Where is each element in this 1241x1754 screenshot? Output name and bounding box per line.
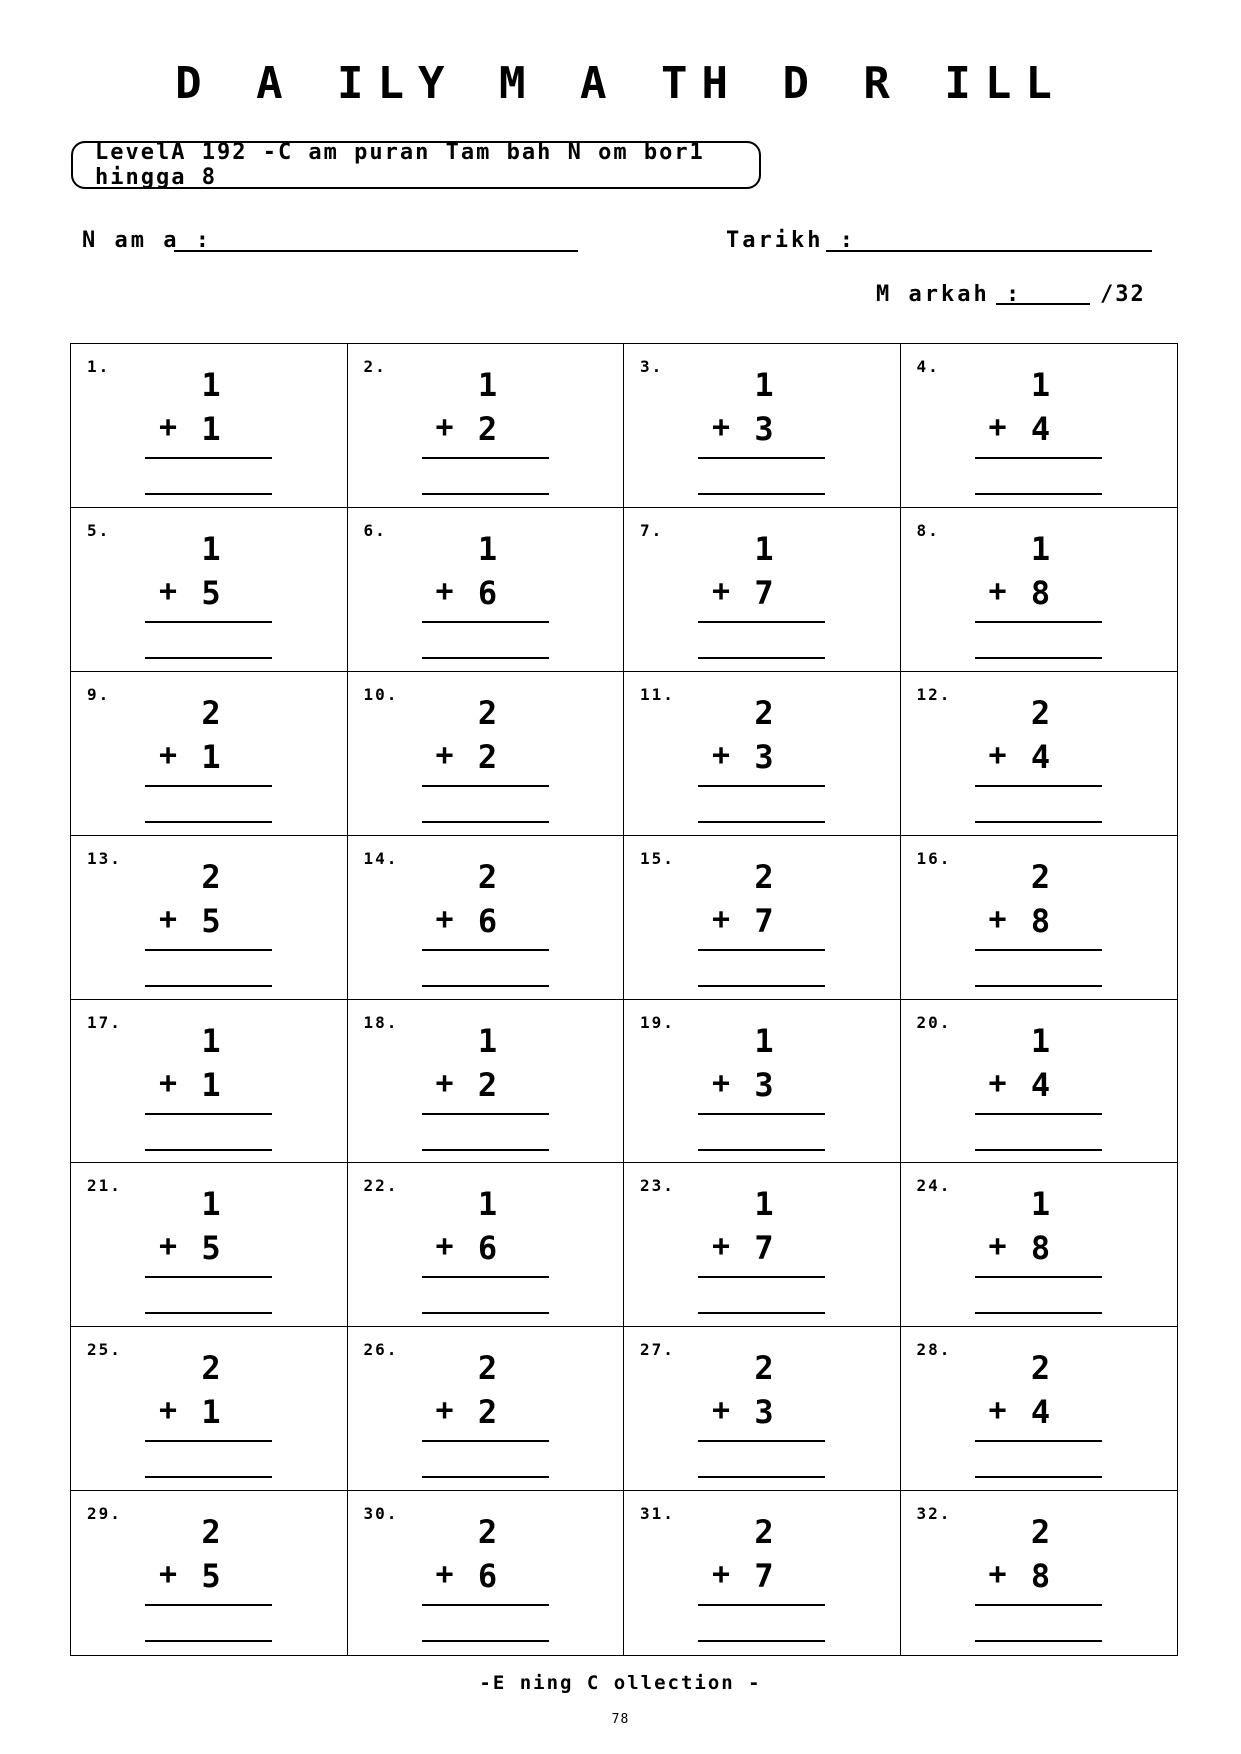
addend-top: 2 <box>1030 1513 1051 1552</box>
addend-bottom: 2 <box>477 410 498 448</box>
plus-sign: + <box>988 737 1007 773</box>
sum-line <box>145 785 272 787</box>
problem-number: 23. <box>640 1176 675 1196</box>
plus-sign: + <box>988 1229 1007 1265</box>
addend-top: 2 <box>477 1349 498 1388</box>
sum-line <box>698 785 825 787</box>
problem-number: 24. <box>916 1176 952 1196</box>
addend-top: 1 <box>754 1185 774 1224</box>
answer-field[interactable] <box>145 657 272 659</box>
problem-number: 22. <box>363 1176 399 1196</box>
answer-field[interactable] <box>698 1149 825 1151</box>
problem-cell <box>901 508 1178 672</box>
answer-field[interactable] <box>422 493 549 495</box>
sum-line <box>975 1276 1102 1278</box>
problem-number: 25. <box>87 1340 122 1360</box>
problem-cell <box>348 344 625 508</box>
plus-sign: + <box>158 737 178 773</box>
addend-top: 2 <box>201 1513 221 1552</box>
addend-top: 1 <box>754 366 774 404</box>
addend-top: 1 <box>201 1185 221 1224</box>
plus-sign: + <box>435 1065 454 1101</box>
plus-sign: + <box>711 737 731 773</box>
problem-number: 26. <box>363 1340 399 1360</box>
sum-line <box>698 457 825 459</box>
addend-bottom: 6 <box>477 1557 498 1596</box>
sum-line <box>145 1440 272 1442</box>
problem-number: 15. <box>640 848 675 868</box>
addend-bottom: 1 <box>201 1393 221 1432</box>
answer-field[interactable] <box>698 657 825 659</box>
answer-field[interactable] <box>975 1476 1102 1478</box>
sum-line <box>698 1113 825 1115</box>
plus-sign: + <box>711 901 731 937</box>
sum-line <box>975 457 1102 459</box>
plus-sign: + <box>158 901 178 937</box>
answer-field[interactable] <box>975 985 1102 987</box>
sum-line <box>422 1113 549 1115</box>
answer-field[interactable] <box>145 1312 272 1314</box>
addend-bottom: 7 <box>754 1229 774 1268</box>
plus-sign: + <box>988 1557 1007 1593</box>
problem-cell <box>71 1491 348 1655</box>
problem-cell <box>348 1491 625 1655</box>
score-field[interactable] <box>996 303 1090 305</box>
addend-bottom: 7 <box>754 573 774 612</box>
problem-cell <box>624 672 901 836</box>
addend-bottom: 8 <box>1030 901 1051 940</box>
problem-number: 31. <box>640 1504 675 1524</box>
addend-bottom: 3 <box>754 737 774 776</box>
score-total: /32 <box>1100 282 1146 307</box>
answer-field[interactable] <box>975 1640 1102 1642</box>
sum-line <box>422 621 549 623</box>
answer-field[interactable] <box>698 1476 825 1478</box>
problem-cell <box>348 836 625 1000</box>
answer-field[interactable] <box>422 657 549 659</box>
addend-top: 2 <box>477 857 498 896</box>
sum-line <box>698 949 825 951</box>
sum-line <box>422 1604 549 1606</box>
addend-bottom: 8 <box>1030 1229 1051 1268</box>
problem-number: 16. <box>916 848 952 868</box>
addend-top: 2 <box>754 693 774 732</box>
problem-number: 11. <box>640 684 675 704</box>
sum-line <box>422 785 549 787</box>
answer-field[interactable] <box>698 821 825 823</box>
addend-bottom: 7 <box>754 901 774 940</box>
addend-top: 2 <box>754 1349 774 1388</box>
plus-sign: + <box>158 1065 178 1101</box>
addend-bottom: 5 <box>201 1557 221 1596</box>
plus-sign: + <box>711 1557 731 1593</box>
problem-number: 6. <box>363 520 387 540</box>
addend-top: 1 <box>477 366 498 404</box>
problem-number: 30. <box>363 1504 399 1524</box>
problem-cell <box>71 836 348 1000</box>
problem-number: 9. <box>87 684 111 704</box>
plus-sign: + <box>988 410 1007 445</box>
problem-cell <box>624 1163 901 1327</box>
answer-field[interactable] <box>422 1640 549 1642</box>
problem-number: 7. <box>640 520 664 540</box>
plus-sign: + <box>988 1393 1007 1429</box>
addend-bottom: 5 <box>201 901 221 940</box>
problem-number: 19. <box>640 1012 675 1032</box>
plus-sign: + <box>711 410 731 445</box>
problem-cell <box>624 344 901 508</box>
date-label: Tarikh : <box>726 228 856 253</box>
addend-bottom: 1 <box>201 737 221 776</box>
problem-number: 2. <box>363 357 387 376</box>
plus-sign: + <box>435 573 454 609</box>
problem-cell <box>71 1000 348 1164</box>
sum-line <box>422 457 549 459</box>
answer-field[interactable] <box>145 493 272 495</box>
problem-cell <box>624 508 901 672</box>
plus-sign: + <box>711 573 731 609</box>
plus-sign: + <box>435 410 454 445</box>
footer-collection: -E ning C ollection - <box>479 1672 762 1694</box>
problem-cell <box>71 344 348 508</box>
addend-bottom: 4 <box>1030 737 1051 776</box>
addend-top: 1 <box>1030 1021 1051 1060</box>
answer-field[interactable] <box>975 657 1102 659</box>
addend-bottom: 5 <box>201 573 221 612</box>
plus-sign: + <box>435 1557 454 1593</box>
problem-number: 14. <box>363 848 399 868</box>
addend-bottom: 6 <box>477 573 498 612</box>
plus-sign: + <box>158 410 178 445</box>
answer-field[interactable] <box>422 821 549 823</box>
addend-bottom: 3 <box>754 410 774 448</box>
name-field[interactable] <box>174 250 578 252</box>
addend-bottom: 2 <box>477 1065 498 1104</box>
addend-top: 1 <box>477 1185 498 1224</box>
problem-cell <box>348 508 625 672</box>
date-field[interactable] <box>826 250 1152 252</box>
problem-cell <box>901 672 1178 836</box>
problem-number: 4. <box>916 357 940 376</box>
sum-line <box>975 785 1102 787</box>
problem-cell <box>348 1163 625 1327</box>
addend-bottom: 7 <box>754 1557 774 1596</box>
addend-top: 2 <box>477 693 498 732</box>
sum-line <box>145 1113 272 1115</box>
addend-bottom: 4 <box>1030 410 1051 448</box>
answer-field[interactable] <box>975 493 1102 495</box>
addend-bottom: 6 <box>477 1229 498 1268</box>
addend-top: 1 <box>1030 366 1051 404</box>
problem-cell <box>71 508 348 672</box>
problem-number: 21. <box>87 1176 122 1196</box>
plus-sign: + <box>711 1065 731 1101</box>
problem-cell <box>901 1000 1178 1164</box>
answer-field[interactable] <box>698 985 825 987</box>
plus-sign: + <box>988 573 1007 609</box>
level-label: LevelA 192 -C am puran Tam bah N om bor1 hingga 8 <box>95 140 705 190</box>
plus-sign: + <box>158 573 178 609</box>
sum-line <box>145 621 272 623</box>
addend-top: 2 <box>754 1513 774 1552</box>
sum-line <box>975 621 1102 623</box>
addend-top: 2 <box>1030 693 1051 732</box>
problem-number: 1. <box>87 357 111 376</box>
plus-sign: + <box>435 901 454 937</box>
sum-line <box>422 1276 549 1278</box>
name-label: N am a : <box>82 228 212 253</box>
problem-cell <box>624 1000 901 1164</box>
addend-top: 1 <box>477 529 498 568</box>
problem-cell <box>901 1163 1178 1327</box>
level-label-box <box>71 141 761 189</box>
plus-sign: + <box>158 1229 178 1265</box>
addend-top: 2 <box>1030 1349 1051 1388</box>
addend-top: 2 <box>201 1349 221 1388</box>
sum-line <box>422 1440 549 1442</box>
problem-number: 5. <box>87 520 111 540</box>
addend-top: 1 <box>754 529 774 568</box>
addend-top: 1 <box>754 1021 774 1060</box>
problem-cell <box>71 1327 348 1491</box>
sum-line <box>975 1113 1102 1115</box>
problem-cell <box>71 672 348 836</box>
sum-line <box>975 1440 1102 1442</box>
addend-bottom: 6 <box>477 901 498 940</box>
answer-field[interactable] <box>975 1312 1102 1314</box>
addend-bottom: 1 <box>201 1065 221 1104</box>
addend-bottom: 5 <box>201 1229 221 1268</box>
answer-field[interactable] <box>422 985 549 987</box>
problem-grid <box>70 343 1178 1656</box>
addend-top: 1 <box>201 366 221 404</box>
addend-top: 2 <box>477 1513 498 1552</box>
problem-number: 32. <box>916 1504 952 1524</box>
sum-line <box>422 949 549 951</box>
addend-top: 2 <box>201 857 221 896</box>
addend-bottom: 2 <box>477 737 498 776</box>
plus-sign: + <box>711 1229 731 1265</box>
addend-bottom: 1 <box>201 410 221 448</box>
sum-line <box>975 949 1102 951</box>
sum-line <box>698 1440 825 1442</box>
page-title: D A ILY M A TH D R ILL <box>175 58 1066 109</box>
answer-field[interactable] <box>975 1149 1102 1151</box>
sum-line <box>975 1604 1102 1606</box>
answer-field[interactable] <box>145 1149 272 1151</box>
addend-top: 1 <box>477 1021 498 1060</box>
problem-cell <box>348 1327 625 1491</box>
problem-number: 18. <box>363 1012 399 1032</box>
problem-number: 27. <box>640 1340 675 1360</box>
sum-line <box>145 457 272 459</box>
sum-line <box>698 1276 825 1278</box>
answer-field[interactable] <box>698 493 825 495</box>
problem-cell <box>901 1491 1178 1655</box>
addend-top: 2 <box>1030 857 1051 896</box>
problem-cell <box>348 1000 625 1164</box>
addend-bottom: 3 <box>754 1393 774 1432</box>
problem-cell <box>624 836 901 1000</box>
problem-number: 3. <box>640 357 664 376</box>
answer-field[interactable] <box>422 1312 549 1314</box>
addend-top: 1 <box>201 1021 221 1060</box>
addend-bottom: 4 <box>1030 1065 1051 1104</box>
plus-sign: + <box>435 1229 454 1265</box>
addend-bottom: 4 <box>1030 1393 1051 1432</box>
problem-number: 17. <box>87 1012 122 1032</box>
sum-line <box>145 949 272 951</box>
answer-field[interactable] <box>422 1149 549 1151</box>
plus-sign: + <box>988 1065 1007 1101</box>
plus-sign: + <box>435 1393 454 1429</box>
addend-bottom: 2 <box>477 1393 498 1432</box>
problem-cell <box>901 344 1178 508</box>
problem-cell <box>624 1491 901 1655</box>
problem-cell <box>624 1327 901 1491</box>
problem-cell <box>71 1163 348 1327</box>
page-number: 78 <box>611 1712 630 1727</box>
addend-top: 1 <box>201 529 221 568</box>
problem-cell <box>901 1327 1178 1491</box>
problem-number: 20. <box>916 1012 952 1032</box>
answer-field[interactable] <box>145 1476 272 1478</box>
plus-sign: + <box>435 737 454 773</box>
problem-number: 10. <box>363 684 399 704</box>
sum-line <box>145 1604 272 1606</box>
plus-sign: + <box>158 1557 178 1593</box>
addend-bottom: 8 <box>1030 1557 1051 1596</box>
problem-cell <box>348 672 625 836</box>
problem-number: 8. <box>916 520 940 540</box>
answer-field[interactable] <box>145 985 272 987</box>
problem-number: 12. <box>916 684 952 704</box>
plus-sign: + <box>988 901 1007 937</box>
answer-field[interactable] <box>145 821 272 823</box>
problem-number: 28. <box>916 1340 952 1360</box>
sum-line <box>145 1276 272 1278</box>
problem-number: 13. <box>87 848 122 868</box>
problem-number: 29. <box>87 1504 122 1524</box>
answer-field[interactable] <box>975 821 1102 823</box>
addend-top: 1 <box>1030 1185 1051 1224</box>
problem-cell <box>901 836 1178 1000</box>
addend-bottom: 3 <box>754 1065 774 1104</box>
answer-field[interactable] <box>422 1476 549 1478</box>
addend-top: 2 <box>201 693 221 732</box>
sum-line <box>698 1604 825 1606</box>
score-label: M arkah : <box>876 282 1023 307</box>
addend-bottom: 8 <box>1030 573 1051 612</box>
addend-top: 1 <box>1030 529 1051 568</box>
plus-sign: + <box>158 1393 178 1429</box>
answer-field[interactable] <box>145 1640 272 1642</box>
answer-field[interactable] <box>698 1640 825 1642</box>
sum-line <box>698 621 825 623</box>
answer-field[interactable] <box>698 1312 825 1314</box>
plus-sign: + <box>711 1393 731 1429</box>
addend-top: 2 <box>754 857 774 896</box>
